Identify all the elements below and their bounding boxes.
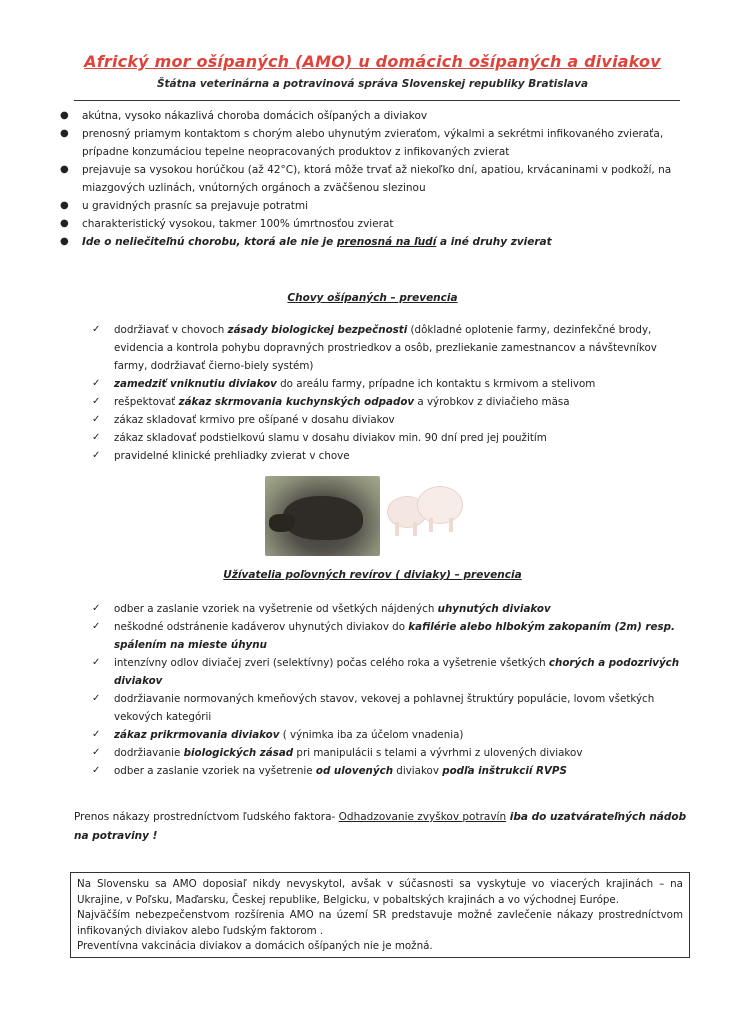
notice-paragraph: Preventívna vakcinácia diviakov a domácich ošípaných nie je možná. — [77, 940, 433, 952]
list-item: ● u gravidných prasníc sa prejavuje potratmi — [58, 197, 698, 215]
list-item: ● prenosný priamym kontaktom s chorým alebo uhynutým zvieraťom, výkalmi a sekrétmi infikovaného zvieraťa, prípadne konzumáciou tepelne neopracovaných produktov z infikovaných zvierat — [58, 125, 698, 161]
list-item: ✓ dodržiavanie biologických zásad pri manipulácii s telami a vývrhmi z ulovených diviakov — [92, 744, 692, 762]
farm-prevention-list — [92, 321, 692, 465]
list-item: ✓ zákaz prikrmovania diviakov ( výnimka iba za účelom vnadenia) — [92, 726, 692, 744]
list-item: ✓ neškodné odstránenie kadáverov uhynutých diviakov do kafilérie alebo hlbokým zakopaním (2m) resp. spálením na mieste úhynu — [92, 618, 692, 654]
checkmark-icon: ✓ — [92, 765, 101, 776]
header-divider — [74, 100, 680, 101]
checkmark-icon: ✓ — [92, 396, 101, 407]
transmission-note: Prenos nákazy prostredníctvom ľudského faktora- Odhadzovanie zvyškov potravín iba do uzatvárateľných nádob na potraviny ! — [74, 811, 687, 842]
bullet-icon: ● — [60, 200, 69, 211]
page-title: Africký mor ošípaných (AMO) u domácich ošípaných a diviakov — [84, 52, 661, 71]
checkmark-icon: ✓ — [92, 729, 101, 740]
checkmark-icon: ✓ — [92, 414, 101, 425]
farm-prevention-heading: Chovy ošípaných – prevencia — [287, 292, 458, 304]
notice-paragraph: Najväčším nebezpečenstvom rozšírenia AMO na území SR predstavuje možné zavlečenie nákazy prostredníctvom infikovaných diviakov alebo ľudským faktorom . — [77, 909, 683, 937]
list-item: ✓ pravidelné klinické prehliadky zvierat v chove — [92, 447, 692, 465]
notice-box — [70, 872, 690, 958]
bullet-icon: ● — [60, 236, 69, 247]
piglets-photo — [385, 478, 467, 548]
list-item: ● akútna, vysoko nákazlivá choroba domácich ošípaných a diviakov — [58, 107, 698, 125]
list-item: ● charakteristický vysokou, takmer 100% úmrtnosťou zvierat — [58, 215, 698, 233]
checkmark-icon: ✓ — [92, 324, 101, 335]
list-item: ✓ odber a zaslanie vzoriek na vyšetrenie od všetkých nájdených uhynutých diviakov — [92, 600, 692, 618]
wild-boar-photo — [265, 476, 380, 556]
list-item: ● prejavuje sa vysokou horúčkou (až 42°C), ktorá môže trvať až niekoľko dní, apatiou, krvácaninami v podkoží, na miazgových uzlinách, vnútorných orgánoch a zväčšenou slezinou — [58, 161, 698, 197]
list-item: ✓ zákaz skladovať podstielkovú slamu v dosahu diviakov min. 90 dní pred jej použitím — [92, 429, 692, 447]
checkmark-icon: ✓ — [92, 603, 101, 614]
list-item: ✓ rešpektovať zákaz skrmovania kuchynských odpadov a výrobkov z diviačieho mäsa — [92, 393, 692, 411]
checkmark-icon: ✓ — [92, 621, 101, 632]
bullet-icon: ● — [60, 218, 69, 229]
checkmark-icon: ✓ — [92, 450, 101, 461]
list-item: ● Ide o neliečiteľnú chorobu, ktorá ale nie je prenosná na ľudí a iné druhy zvierat — [58, 233, 698, 251]
bullet-icon: ● — [60, 110, 69, 121]
notice-paragraph: Na Slovensku sa AMO doposiaľ nikdy nevyskytol, avšak v súčasnosti sa vyskytuje vo viacerých krajinách – na Ukrajine, v Poľsku, Maďarsku, Českej republike, Belgicku, v pobaltských krajinách a vo východnej Európe. — [77, 878, 683, 906]
page-subtitle: Štátna veterinárna a potravinová správa Slovenskej republiky Bratislava — [156, 78, 589, 90]
list-item: ✓ odber a zaslanie vzoriek na vyšetrenie od ulovených diviakov podľa inštrukcií RVPS — [92, 762, 692, 780]
bullet-icon: ● — [60, 164, 69, 175]
list-item: ✓ zákaz skladovať krmivo pre ošípané v dosahu diviakov — [92, 411, 692, 429]
list-item: ✓ dodržiavanie normovaných kmeňových stavov, vekovej a pohlavnej štruktúry populácie, lovom všetkých vekových kategórii — [92, 690, 692, 726]
checkmark-icon: ✓ — [92, 432, 101, 443]
hunter-prevention-heading: Užívatelia poľovných revírov ( diviaky) – prevencia — [223, 569, 522, 581]
list-item: ✓ intenzívny odlov diviačej zveri (selektívny) počas celého roka a vyšetrenie všetkých chorých a podozrivých diviakov — [92, 654, 692, 690]
disease-facts-list — [58, 107, 698, 251]
checkmark-icon: ✓ — [92, 657, 101, 668]
hunter-prevention-list — [92, 600, 692, 780]
checkmark-icon: ✓ — [92, 747, 101, 758]
checkmark-icon: ✓ — [92, 693, 101, 704]
list-item: ✓ zamedziť vniknutiu diviakov do areálu farmy, prípadne ich kontaktu s krmivom a stelivom — [92, 375, 692, 393]
checkmark-icon: ✓ — [92, 378, 101, 389]
list-item: ✓ dodržiavať v chovoch zásady biologickej bezpečnosti (dôkladné oplotenie farmy, dezinfekčné brody, evidencia a kontrola pohybu dopravných prostriedkov a osôb, prezliekanie zamestnancov a návštevníkov farmy, dodržiavať čierno-biely systém) — [92, 321, 692, 375]
bullet-icon: ● — [60, 128, 69, 139]
